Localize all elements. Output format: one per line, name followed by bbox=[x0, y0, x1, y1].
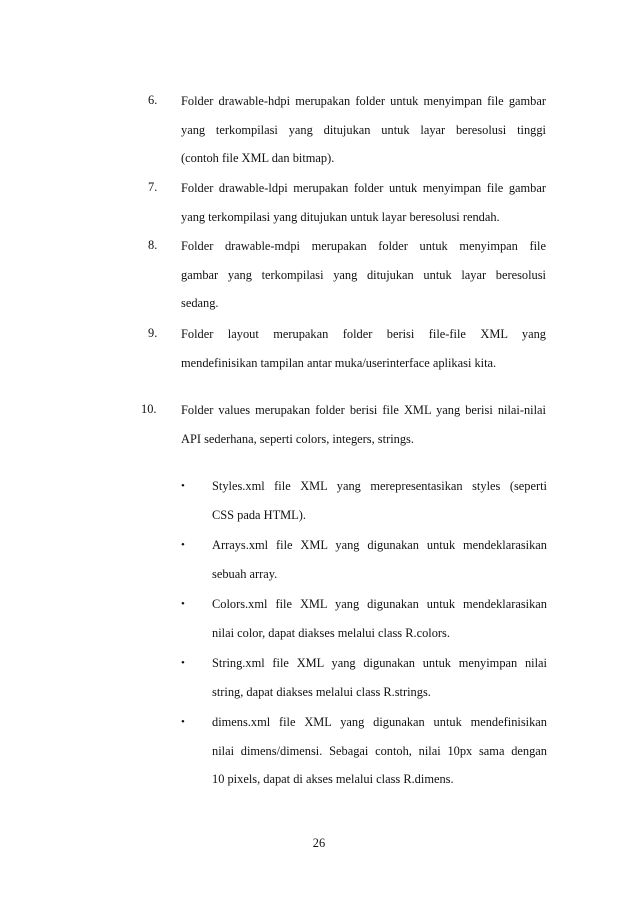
bullet-item-dimens bbox=[181, 714, 547, 802]
text-line: Folder drawable-ldpi merupakan folder untuk menyimpan file gambar bbox=[181, 181, 546, 195]
list-number: 10. bbox=[141, 402, 157, 416]
text-line: Folder layout merupakan folder berisi file-file XML yang bbox=[181, 327, 546, 341]
text-line: string, dapat diakses melalui class R.strings. bbox=[212, 684, 431, 699]
bullet-icon: • bbox=[181, 480, 185, 492]
text-line: Colors.xml file XML yang digunakan untuk mendeklarasikan bbox=[212, 597, 547, 611]
bullet-item-string bbox=[181, 655, 547, 714]
text-line: gambar yang terkompilasi yang ditujukan untuk layar beresolusi bbox=[181, 267, 546, 282]
bullet-item-arrays bbox=[181, 537, 547, 596]
text-line: 10 pixels, dapat di akses melalui class R.dimens. bbox=[212, 772, 454, 786]
bullet-text bbox=[212, 537, 547, 594]
text-line: String.xml file XML yang digunakan untuk menyimpan nilai bbox=[212, 656, 547, 670]
bullet-icon: • bbox=[181, 598, 185, 610]
bullet-icon: • bbox=[181, 539, 185, 551]
list-item-text bbox=[181, 326, 546, 383]
text-line: CSS pada HTML). bbox=[212, 507, 306, 522]
list-number: 8. bbox=[148, 238, 158, 252]
text-line: API sederhana, seperti colors, integers, strings. bbox=[181, 431, 414, 446]
list-item-text bbox=[181, 180, 546, 237]
text-line: dimens.xml file XML yang digunakan untuk mendefinisikan bbox=[212, 715, 547, 729]
bullet-text bbox=[212, 714, 547, 800]
list-number: 7. bbox=[148, 180, 158, 194]
bullet-icon: • bbox=[181, 716, 185, 728]
text-line: Folder values merupakan folder berisi file XML yang berisi nilai-nilai bbox=[181, 403, 546, 417]
list-item-10 bbox=[141, 402, 548, 459]
text-line: nilai dimens/dimensi. Sebagai contoh, nilai 10px sama dengan bbox=[212, 743, 547, 758]
list-number: 6. bbox=[148, 93, 158, 107]
text-line: mendefinisikan tampilan antar muka/userinterface aplikasi kita. bbox=[181, 355, 497, 370]
text-line: sedang. bbox=[181, 296, 219, 310]
list-item-text bbox=[181, 402, 546, 459]
text-line: yang terkompilasi yang ditujukan untuk layar beresolusi tinggi bbox=[181, 122, 546, 137]
bullet-text bbox=[212, 596, 547, 653]
list-number: 9. bbox=[148, 326, 158, 340]
bullet-icon: • bbox=[181, 657, 185, 669]
text-line: sebuah array. bbox=[212, 566, 278, 581]
bullet-item-colors bbox=[181, 596, 547, 655]
list-item-text bbox=[181, 93, 546, 179]
list-item-7 bbox=[148, 180, 548, 237]
text-line: (contoh file XML dan bitmap). bbox=[181, 151, 335, 165]
list-item-8 bbox=[148, 238, 548, 324]
text-line: nilai color, dapat diakses melalui class R.colors. bbox=[212, 625, 450, 640]
text-line: Arrays.xml file XML yang digunakan untuk mendeklarasikan bbox=[212, 538, 547, 552]
bullet-item-styles bbox=[181, 478, 547, 537]
bullet-list bbox=[181, 478, 547, 802]
bullet-text bbox=[212, 655, 547, 712]
text-line: yang terkompilasi yang ditujukan untuk layar beresolusi rendah. bbox=[181, 209, 500, 224]
bullet-text bbox=[212, 478, 547, 535]
page-number: 26 bbox=[312, 836, 326, 850]
text-line: Styles.xml file XML yang merepresentasikan styles (seperti bbox=[212, 479, 547, 493]
list-item-text bbox=[181, 238, 546, 324]
text-line: Folder drawable-hdpi merupakan folder untuk menyimpan file gambar bbox=[181, 94, 546, 108]
list-item-6 bbox=[148, 93, 548, 179]
list-item-9 bbox=[148, 326, 548, 383]
text-line: Folder drawable-mdpi merupakan folder untuk menyimpan file bbox=[181, 239, 546, 253]
